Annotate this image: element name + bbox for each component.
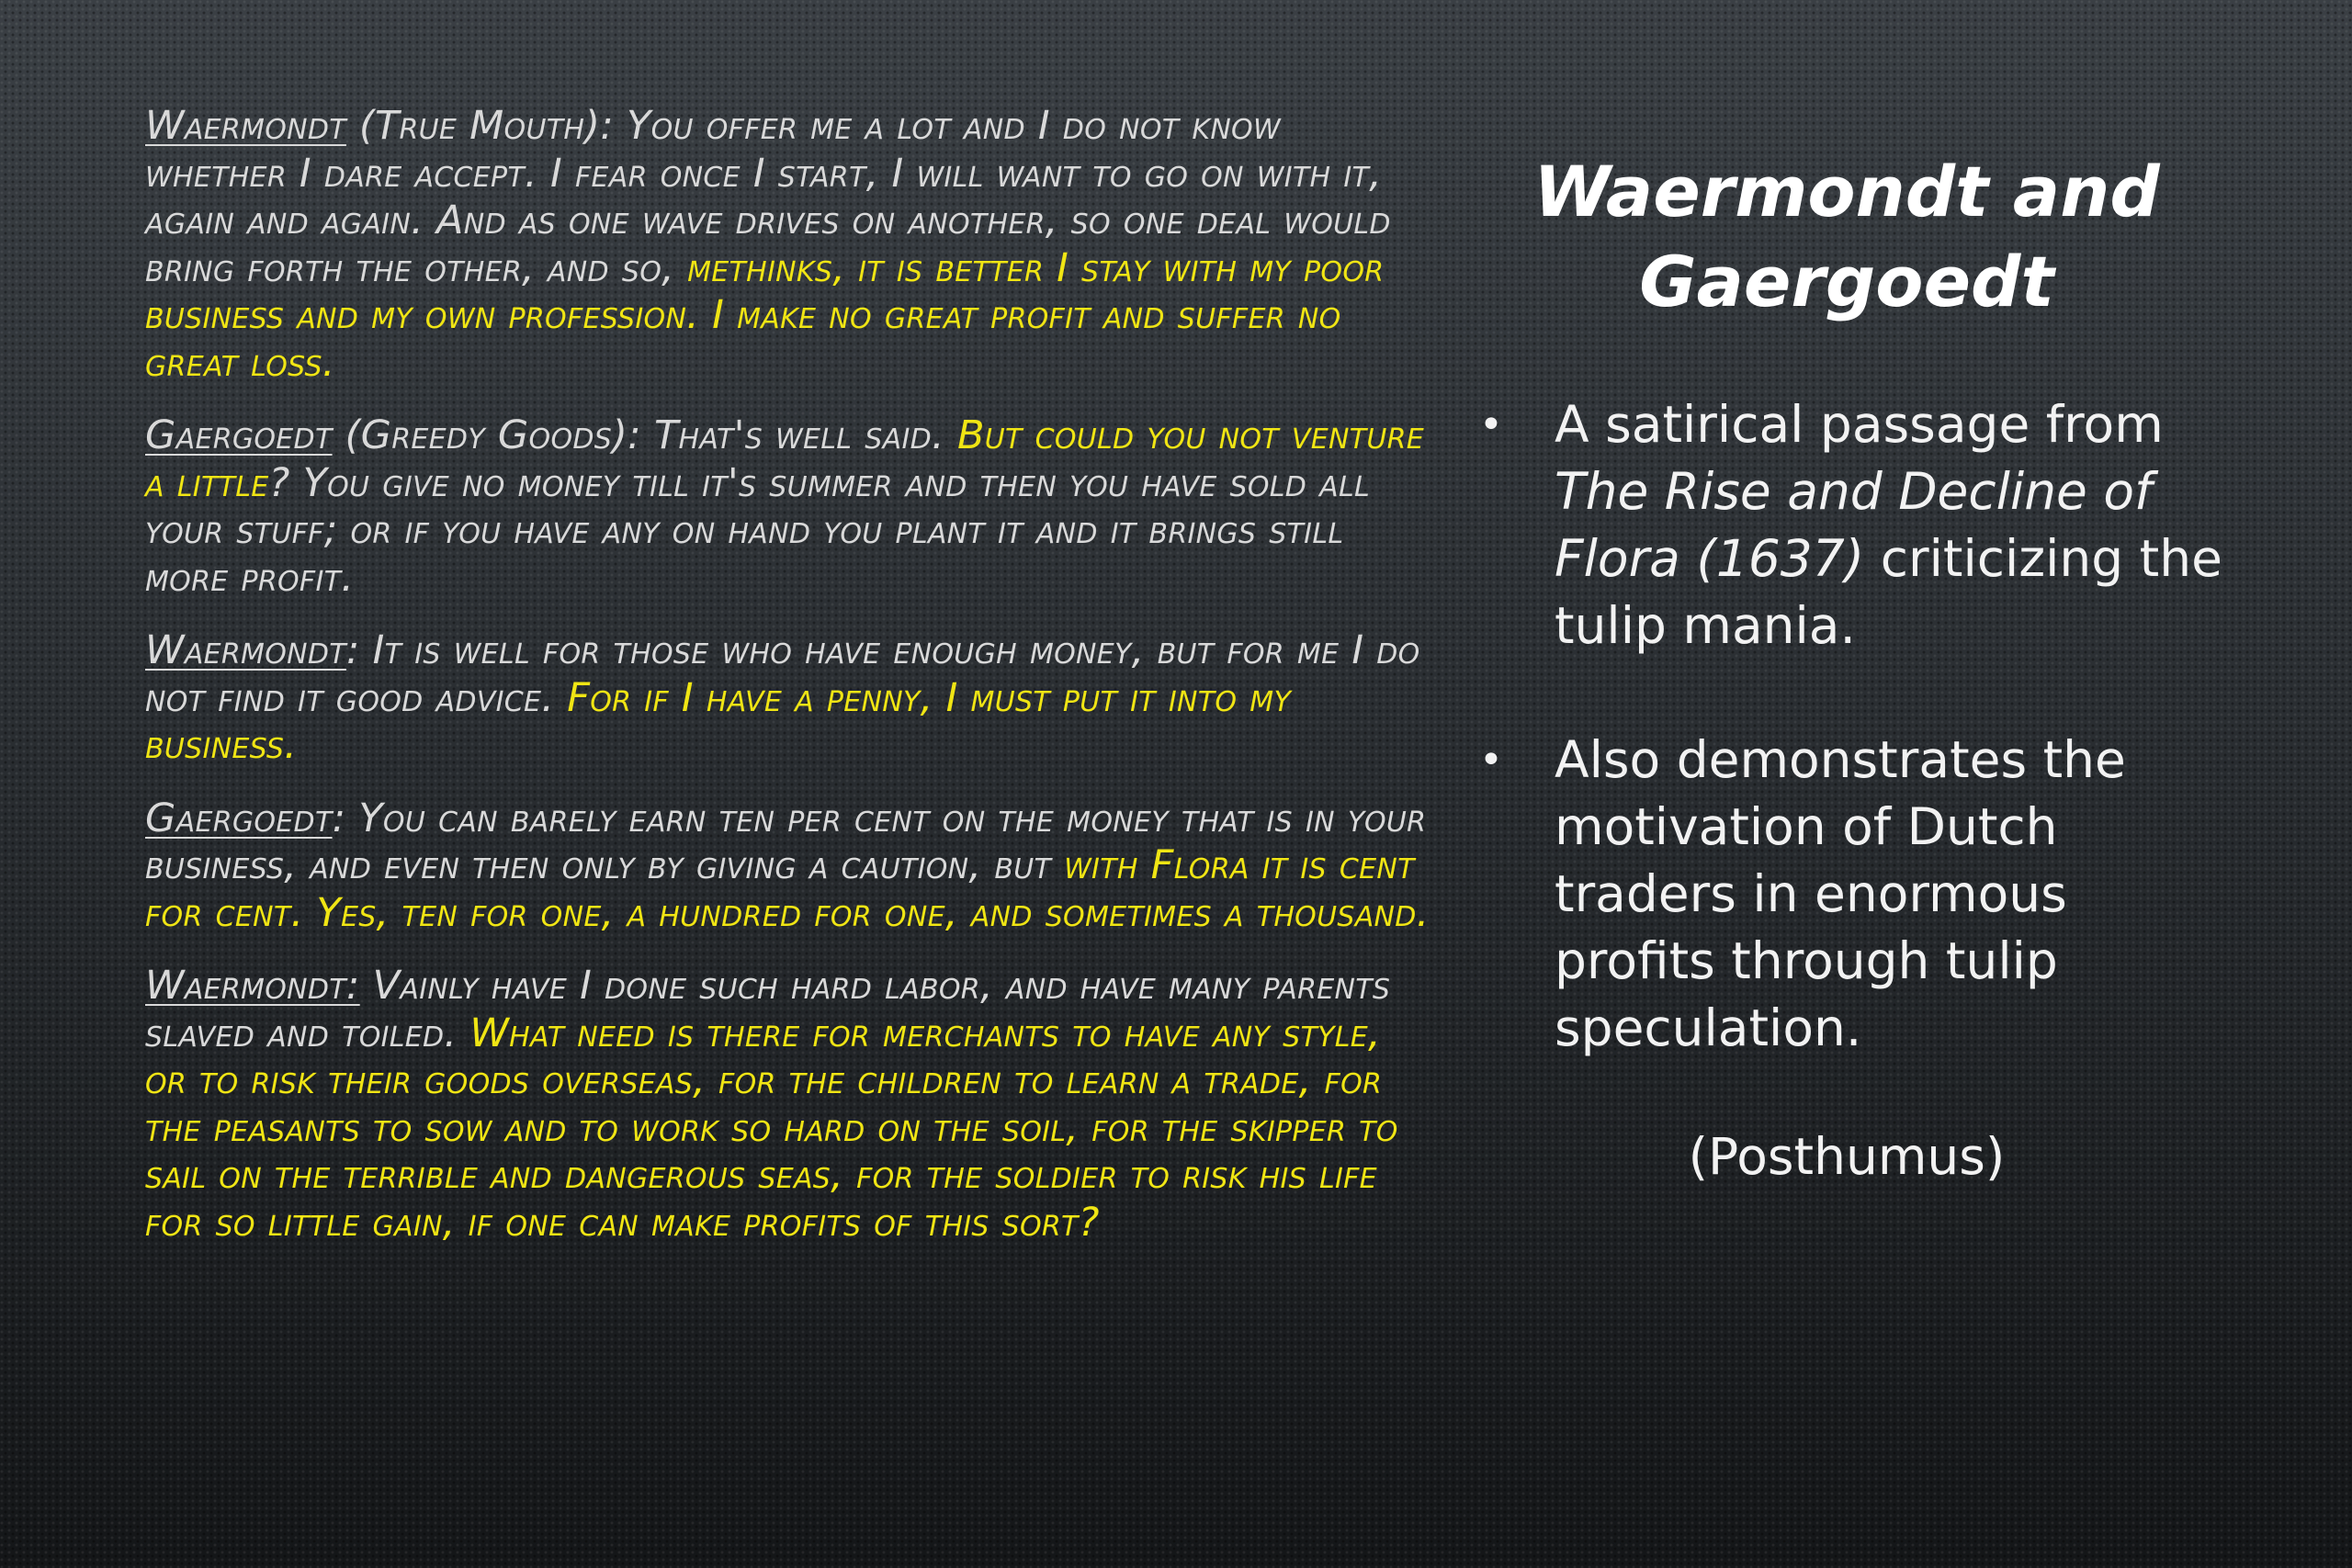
dialogue-paragraph-1 (145, 103, 1431, 387)
speaker-name: Waermondt (145, 627, 346, 673)
dialogue-text: You offer me a lot and I do not know whether I dare accept. I fear once I start, I will want to go on with it, again and again. And as one wave drives on another, so one deal would bring forth the other, and so, (145, 103, 1391, 291)
slide-title-line-1: Waermondt and (1533, 151, 2160, 232)
dialogue-text: It is well for those who have enough money, but for me I do not find it good advice. (145, 627, 1420, 721)
dialogue-paragraph-4 (145, 795, 1431, 938)
highlighted-text: with Flora it is cent for cent. Yes, ten for one, a hundred for one, and sometimes a thousand. (145, 842, 1430, 936)
slide-title (1470, 147, 2223, 327)
bullet-dot-icon: • (1479, 401, 1503, 448)
dialogue-text: You can barely earn ten per cent on the money that is in your business, and even then only by giving a caution, but (145, 795, 1427, 888)
bullet-text: Also demonstrates the motivation of Dutch traders in enormous profits through tulip speculation. (1555, 730, 2126, 1057)
bullet-dot-icon: • (1479, 737, 1503, 784)
dialogue-paragraph-2 (145, 412, 1431, 602)
book-title: The Rise and Decline of Flora (1637) (1555, 462, 2153, 588)
dialogue-text: That's well said. (653, 412, 957, 458)
speaker-name: Waermondt: (145, 963, 360, 1009)
speaker-note: (True Mouth): (345, 103, 628, 149)
speaker-note (360, 963, 373, 1009)
speaker-name: Gaergoedt (145, 795, 333, 841)
bullet-text: A satirical passage from (1555, 395, 2164, 454)
bullet-item-1 (1470, 391, 2223, 660)
dialogue-paragraph-5 (145, 963, 1431, 1247)
bullet-list (1470, 391, 2223, 1062)
dialogue-paragraph-3 (145, 627, 1431, 770)
dialogue-text-after: ? You give no money till it's summer and then you have sold all your stuff; or if you have any on hand you plant it and it brings still more profit. (145, 459, 1370, 601)
dialogue-column (145, 103, 1431, 1272)
highlighted-text: What need is there for merchants to have any style, or to risk their goods overseas, for the children to learn a trade, for the peasants to sow and to work so hard on the soil, for the skipper to sail on the terrible and dangerous seas, for the soldier to risk his life for so little gain, if one can make profits of this sort? (145, 1010, 1398, 1246)
speaker-note: : (332, 795, 359, 841)
bullet-item-2 (1470, 727, 2223, 1062)
dialogue-text: Vainly have I done such hard labor, and have many parents slaved and toiled. (145, 963, 1391, 1056)
highlighted-text: But could you not venture a little (145, 412, 1424, 506)
citation: (Posthumus) (1688, 1127, 2006, 1186)
speaker-name: Gaergoedt (145, 412, 333, 458)
bullet-text-after: criticizing the tulip mania. (1555, 529, 2222, 655)
speaker-name: Waermondt (145, 103, 346, 149)
highlighted-text: For if I have a penny, I must put it into my business. (145, 674, 1292, 768)
slide-title-line-2: Gaergoedt (1639, 241, 2054, 322)
summary-column (1470, 147, 2223, 1190)
highlighted-text: methinks, it is better I stay with my poor business and my own profession. I make no great profit and suffer no great loss. (145, 244, 1385, 386)
speaker-note: : (345, 627, 373, 673)
speaker-note: (Greedy Goods): (332, 412, 654, 458)
